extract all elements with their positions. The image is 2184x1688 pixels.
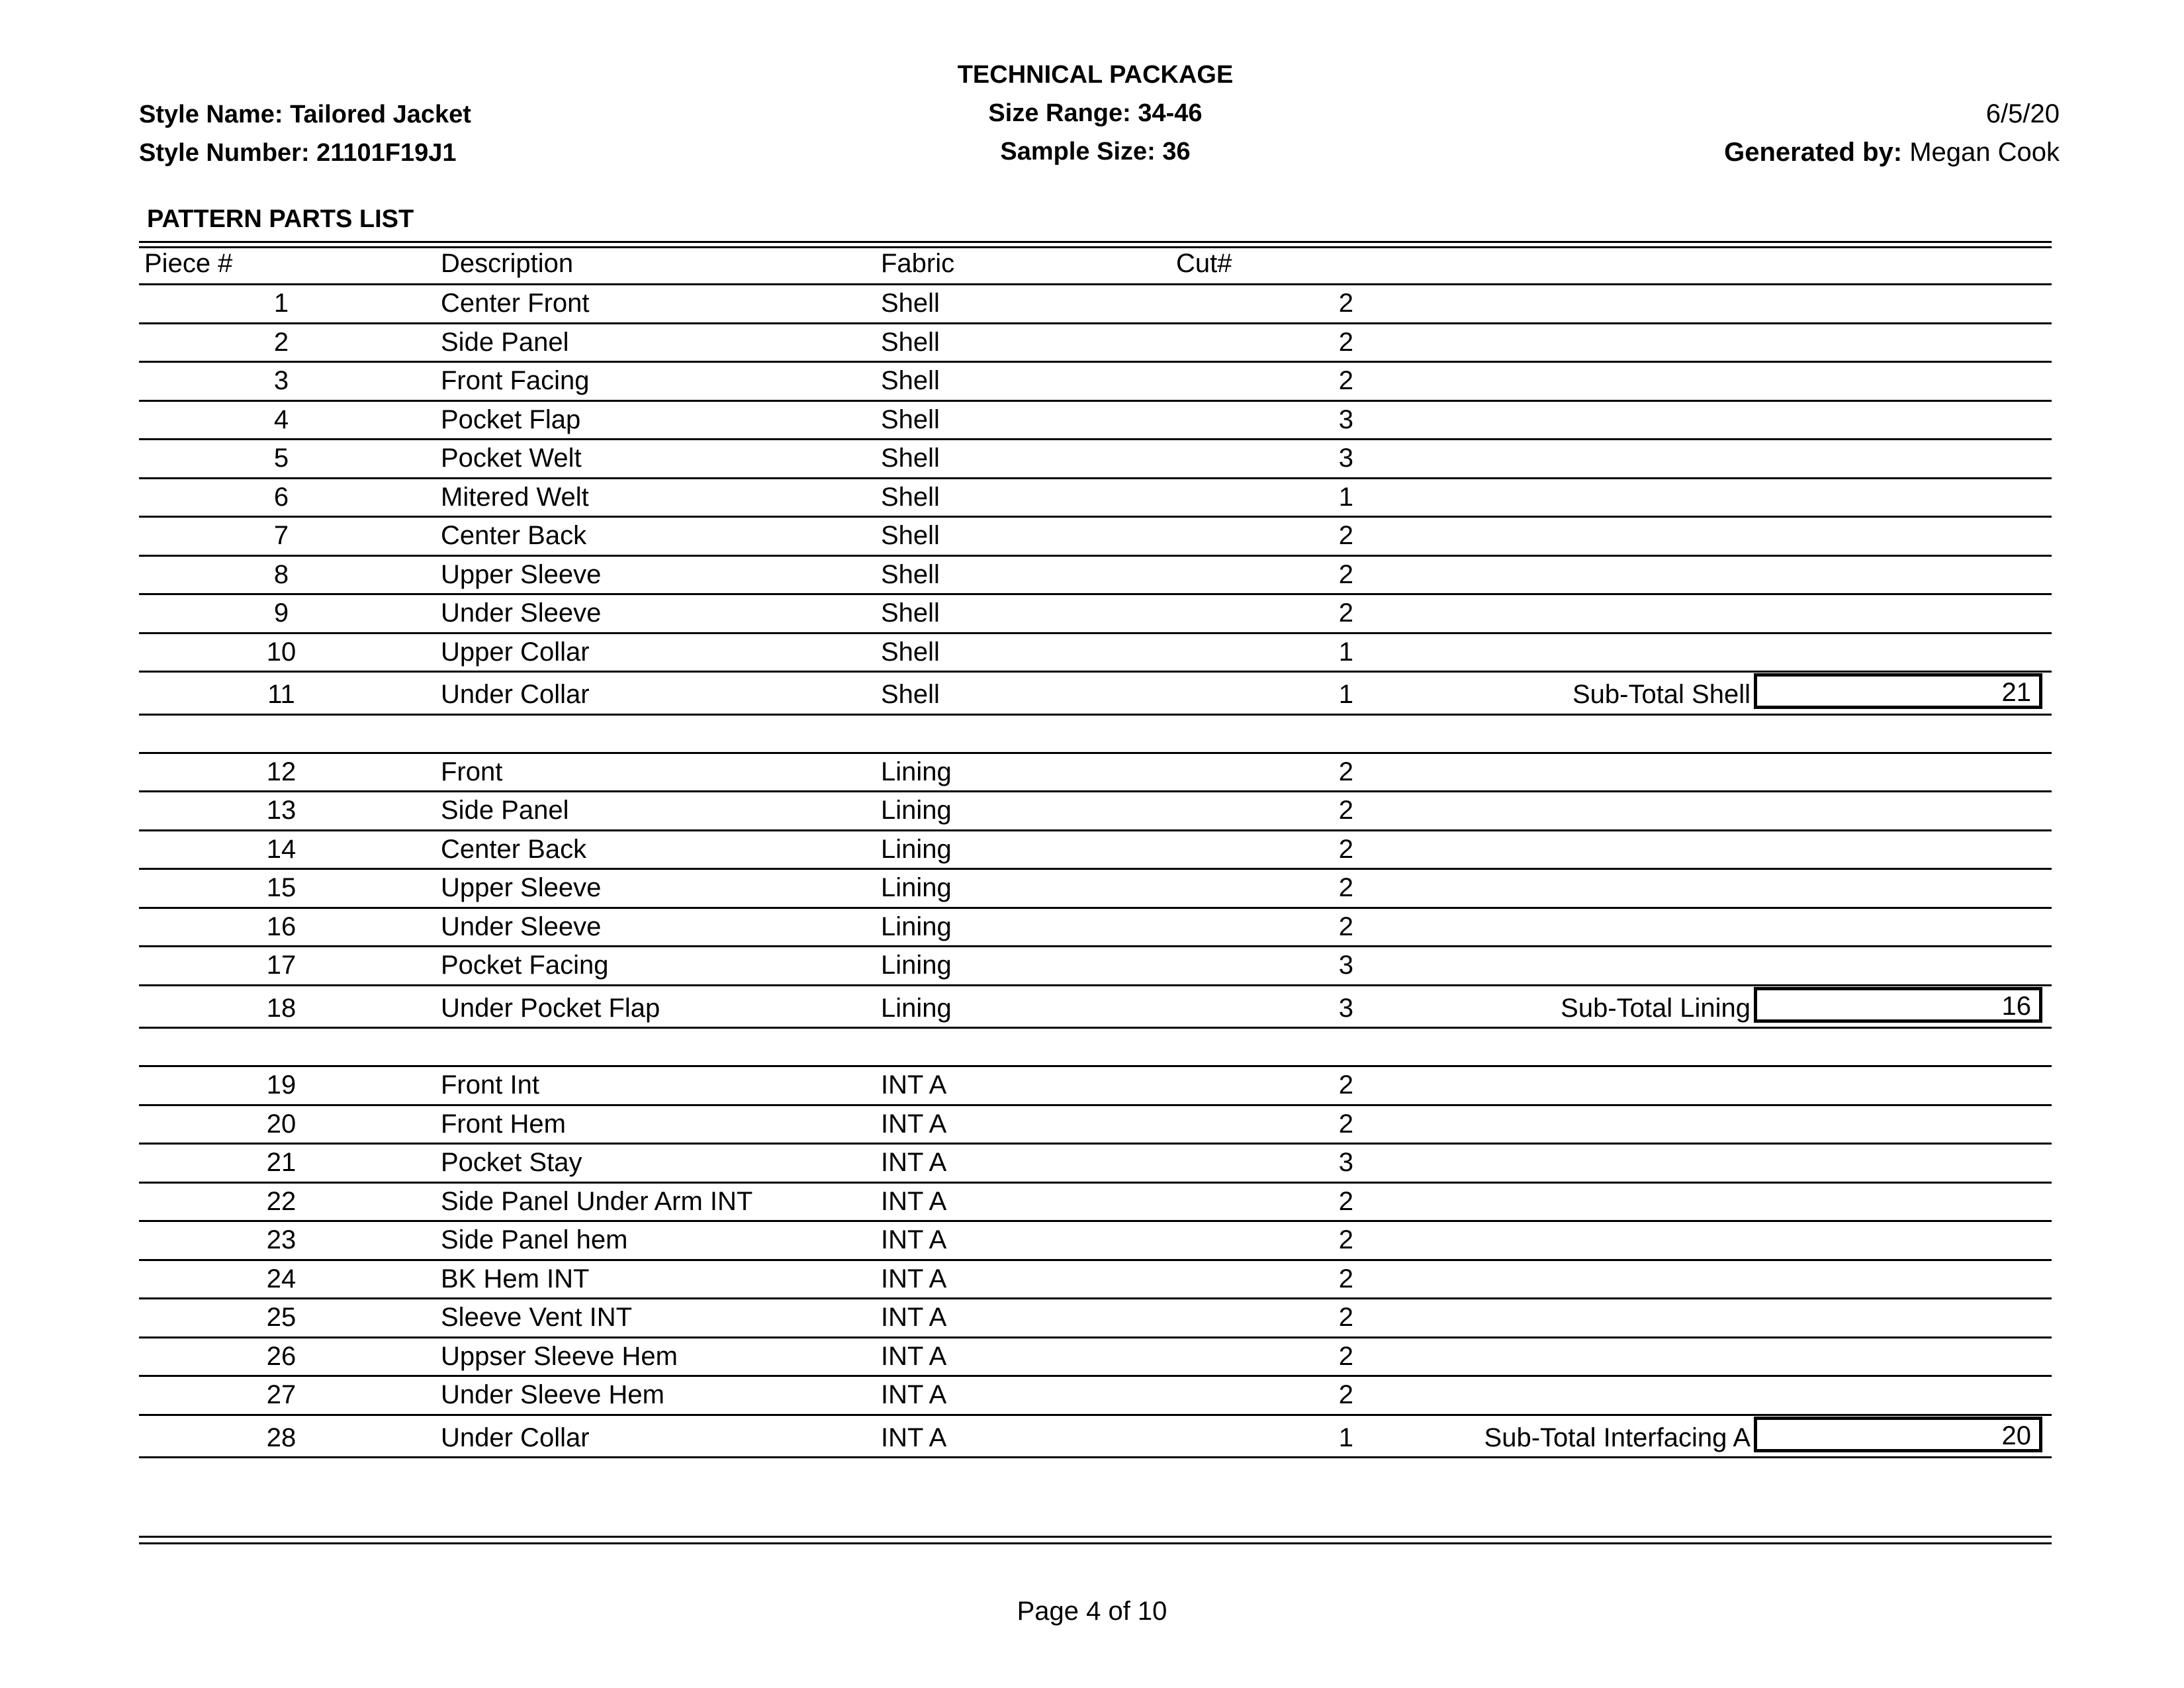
subtotal-box bbox=[1754, 1417, 2042, 1452]
cut-cell: 1 bbox=[1338, 1423, 1353, 1452]
fabric-cell: INT A bbox=[881, 1109, 947, 1139]
fabric-cell: INT A bbox=[881, 1341, 947, 1371]
cut-cell: 3 bbox=[1338, 404, 1353, 434]
fabric-cell: INT A bbox=[881, 1148, 947, 1177]
cut-cell: 2 bbox=[1338, 1380, 1353, 1409]
piece-cell: 5 bbox=[273, 444, 289, 473]
generated-by-name: Megan Cook bbox=[1909, 138, 2060, 167]
subtotal-value: 20 bbox=[2001, 1421, 2031, 1450]
cut-cell: 2 bbox=[1338, 289, 1353, 318]
description-cell: Front Hem bbox=[441, 1109, 566, 1139]
fabric-cell: Shell bbox=[881, 680, 940, 709]
bottom-rule bbox=[139, 1536, 2052, 1538]
bottom-rule-2 bbox=[139, 1542, 2052, 1544]
cut-cell: 3 bbox=[1338, 951, 1353, 980]
fabric-cell: Shell bbox=[881, 482, 940, 512]
piece-cell: 2 bbox=[273, 327, 289, 357]
group-bottom-rule bbox=[139, 1456, 2052, 1458]
piece-cell: 10 bbox=[266, 637, 296, 667]
fabric-cell: Shell bbox=[881, 444, 940, 473]
cut-cell: 2 bbox=[1338, 834, 1353, 864]
description-cell: Side Panel Under Arm INT bbox=[441, 1186, 753, 1216]
table-row bbox=[139, 1143, 2052, 1180]
cut-cell: 2 bbox=[1338, 1070, 1353, 1100]
table-row bbox=[139, 1182, 2052, 1219]
piece-cell: 15 bbox=[266, 873, 296, 902]
description-cell: Front Int bbox=[441, 1070, 539, 1100]
piece-cell: 20 bbox=[266, 1109, 296, 1139]
table-row bbox=[139, 322, 2052, 359]
table-row bbox=[139, 1259, 2052, 1296]
description-cell: Side Panel bbox=[441, 796, 569, 825]
document-title: TECHNICAL PACKAGE bbox=[957, 61, 1234, 89]
cut-cell: 2 bbox=[1338, 757, 1353, 786]
group-bottom-rule bbox=[139, 1027, 2052, 1029]
piece-cell: 9 bbox=[273, 598, 289, 628]
cut-cell: 2 bbox=[1338, 366, 1353, 395]
table-row bbox=[139, 671, 2052, 708]
piece-cell: 17 bbox=[266, 951, 296, 980]
description-cell: Pocket Welt bbox=[441, 444, 582, 473]
fabric-cell: Shell bbox=[881, 289, 940, 318]
piece-cell: 11 bbox=[267, 680, 295, 709]
piece-cell: 24 bbox=[266, 1264, 296, 1293]
piece-cell: 14 bbox=[266, 834, 296, 864]
table-row bbox=[139, 1414, 2052, 1451]
cut-cell: 2 bbox=[1338, 1341, 1353, 1371]
fabric-cell: INT A bbox=[881, 1186, 947, 1216]
sample-size: Sample Size: 36 bbox=[1000, 138, 1191, 165]
table-row bbox=[139, 1336, 2052, 1374]
description-cell: Upper Sleeve bbox=[441, 559, 602, 589]
cut-cell: 2 bbox=[1338, 521, 1353, 550]
piece-cell: 16 bbox=[266, 912, 296, 941]
fabric-cell: INT A bbox=[881, 1225, 947, 1254]
description-cell: Mitered Welt bbox=[441, 482, 589, 512]
subtotal-label: Sub-Total Lining bbox=[1561, 993, 1751, 1023]
table-row bbox=[139, 400, 2052, 437]
cut-cell: 2 bbox=[1338, 873, 1353, 902]
fabric-cell: Shell bbox=[881, 404, 940, 434]
subtotal-value: 21 bbox=[2001, 678, 2031, 707]
table-row bbox=[139, 477, 2052, 514]
description-cell: Under Pocket Flap bbox=[441, 993, 660, 1023]
section-title: PATTERN PARTS LIST bbox=[147, 205, 414, 233]
piece-cell: 4 bbox=[273, 404, 289, 434]
fabric-cell: Shell bbox=[881, 366, 940, 395]
piece-cell: 3 bbox=[273, 366, 289, 395]
table-row bbox=[139, 790, 2052, 827]
cut-cell: 3 bbox=[1338, 444, 1353, 473]
top-rule-2 bbox=[139, 246, 2052, 248]
description-cell: Upper Collar bbox=[441, 637, 590, 667]
fabric-cell: Shell bbox=[881, 637, 940, 667]
table-row bbox=[139, 361, 2052, 398]
fabric-cell: Shell bbox=[881, 327, 940, 357]
col-header-cut: Cut# bbox=[1176, 249, 1232, 278]
cut-cell: 2 bbox=[1338, 796, 1353, 825]
subtotal-box bbox=[1754, 673, 2042, 709]
table-row bbox=[139, 945, 2052, 982]
subtotal-box bbox=[1754, 987, 2042, 1023]
col-header-fabric: Fabric bbox=[881, 249, 955, 278]
group-bottom-rule bbox=[139, 714, 2052, 716]
style-name: Style Name: Tailored Jacket bbox=[139, 101, 471, 128]
col-header-piece: Piece # bbox=[144, 249, 233, 278]
description-cell: Center Back bbox=[441, 521, 587, 550]
description-cell: Uppser Sleeve Hem bbox=[441, 1341, 678, 1371]
subtotal-label: Sub-Total Shell bbox=[1572, 680, 1751, 709]
table-row bbox=[139, 593, 2052, 630]
piece-cell: 23 bbox=[266, 1225, 296, 1254]
cut-cell: 1 bbox=[1338, 637, 1353, 667]
description-cell: Front Facing bbox=[441, 366, 590, 395]
table-row bbox=[139, 283, 2052, 320]
fabric-cell: INT A bbox=[881, 1380, 947, 1409]
cut-cell: 1 bbox=[1338, 482, 1353, 512]
col-header-description: Description bbox=[441, 249, 574, 278]
fabric-cell: INT A bbox=[881, 1070, 947, 1100]
cut-cell: 3 bbox=[1338, 1148, 1353, 1177]
cut-cell: 2 bbox=[1338, 1109, 1353, 1139]
description-cell: Front bbox=[441, 757, 503, 786]
piece-cell: 19 bbox=[266, 1070, 296, 1100]
fabric-cell: Lining bbox=[881, 912, 952, 941]
cut-cell: 2 bbox=[1338, 1186, 1353, 1216]
description-cell: Under Sleeve bbox=[441, 912, 602, 941]
description-cell: Under Sleeve bbox=[441, 598, 602, 628]
fabric-cell: Lining bbox=[881, 796, 952, 825]
table-row bbox=[139, 984, 2052, 1021]
cut-cell: 2 bbox=[1338, 912, 1353, 941]
description-cell: Under Sleeve Hem bbox=[441, 1380, 664, 1409]
description-cell: Under Collar bbox=[441, 1423, 590, 1452]
description-cell: Pocket Stay bbox=[441, 1148, 582, 1177]
piece-cell: 7 bbox=[273, 521, 289, 550]
fabric-cell: Lining bbox=[881, 951, 952, 980]
table-row bbox=[139, 1220, 2052, 1257]
fabric-cell: INT A bbox=[881, 1264, 947, 1293]
cut-cell: 2 bbox=[1338, 559, 1353, 589]
cut-cell: 2 bbox=[1338, 1264, 1353, 1293]
description-cell: Side Panel hem bbox=[441, 1225, 628, 1254]
cut-cell: 2 bbox=[1338, 1225, 1353, 1254]
table-row bbox=[139, 632, 2052, 669]
table-row bbox=[139, 1297, 2052, 1335]
table-row bbox=[139, 555, 2052, 592]
fabric-cell: INT A bbox=[881, 1423, 947, 1452]
description-cell: Center Back bbox=[441, 834, 587, 864]
table-row bbox=[139, 907, 2052, 944]
fabric-cell: Lining bbox=[881, 757, 952, 786]
description-cell: Sleeve Vent INT bbox=[441, 1303, 633, 1332]
piece-cell: 22 bbox=[266, 1186, 296, 1216]
top-rule bbox=[139, 241, 2052, 243]
fabric-cell: INT A bbox=[881, 1303, 947, 1332]
cut-cell: 2 bbox=[1338, 1303, 1353, 1332]
table-row bbox=[139, 1065, 2052, 1102]
piece-cell: 12 bbox=[266, 757, 296, 786]
piece-cell: 13 bbox=[266, 796, 296, 825]
table-row bbox=[139, 516, 2052, 553]
fabric-cell: Lining bbox=[881, 993, 952, 1023]
description-cell: Pocket Facing bbox=[441, 951, 609, 980]
table-row bbox=[139, 752, 2052, 789]
cut-cell: 1 bbox=[1338, 680, 1353, 709]
table-row bbox=[139, 1375, 2052, 1412]
table-row bbox=[139, 829, 2052, 867]
description-cell: Center Front bbox=[441, 289, 590, 318]
piece-cell: 21 bbox=[266, 1148, 296, 1177]
piece-cell: 27 bbox=[266, 1380, 296, 1409]
table-row bbox=[139, 438, 2052, 475]
description-cell: Under Collar bbox=[441, 680, 590, 709]
size-range: Size Range: 34-46 bbox=[988, 99, 1203, 127]
cut-cell: 2 bbox=[1338, 598, 1353, 628]
description-cell: Pocket Flap bbox=[441, 404, 581, 434]
piece-cell: 8 bbox=[273, 559, 289, 589]
description-cell: Side Panel bbox=[441, 327, 569, 357]
table-row bbox=[139, 868, 2052, 905]
table-row bbox=[139, 1104, 2052, 1141]
piece-cell: 25 bbox=[266, 1303, 296, 1332]
generated-by-label: Generated by: bbox=[1724, 138, 1903, 167]
piece-cell: 6 bbox=[273, 482, 289, 512]
fabric-cell: Lining bbox=[881, 834, 952, 864]
cut-cell: 2 bbox=[1338, 327, 1353, 357]
description-cell: BK Hem INT bbox=[441, 1264, 590, 1293]
piece-cell: 1 bbox=[273, 289, 289, 318]
piece-cell: 28 bbox=[266, 1423, 296, 1452]
piece-cell: 18 bbox=[266, 993, 296, 1023]
piece-cell: 26 bbox=[266, 1341, 296, 1371]
fabric-cell: Shell bbox=[881, 521, 940, 550]
style-number: Style Number: 21101F19J1 bbox=[139, 139, 457, 167]
generated-by bbox=[1724, 138, 2060, 167]
subtotal-value: 16 bbox=[2001, 991, 2031, 1021]
header-date: 6/5/20 bbox=[1985, 99, 2060, 128]
cut-cell: 3 bbox=[1338, 993, 1353, 1023]
description-cell: Upper Sleeve bbox=[441, 873, 602, 902]
fabric-cell: Shell bbox=[881, 598, 940, 628]
page-number: Page 4 of 10 bbox=[1017, 1597, 1167, 1626]
fabric-cell: Shell bbox=[881, 559, 940, 589]
fabric-cell: Lining bbox=[881, 873, 952, 902]
subtotal-label: Sub-Total Interfacing A bbox=[1484, 1423, 1751, 1452]
